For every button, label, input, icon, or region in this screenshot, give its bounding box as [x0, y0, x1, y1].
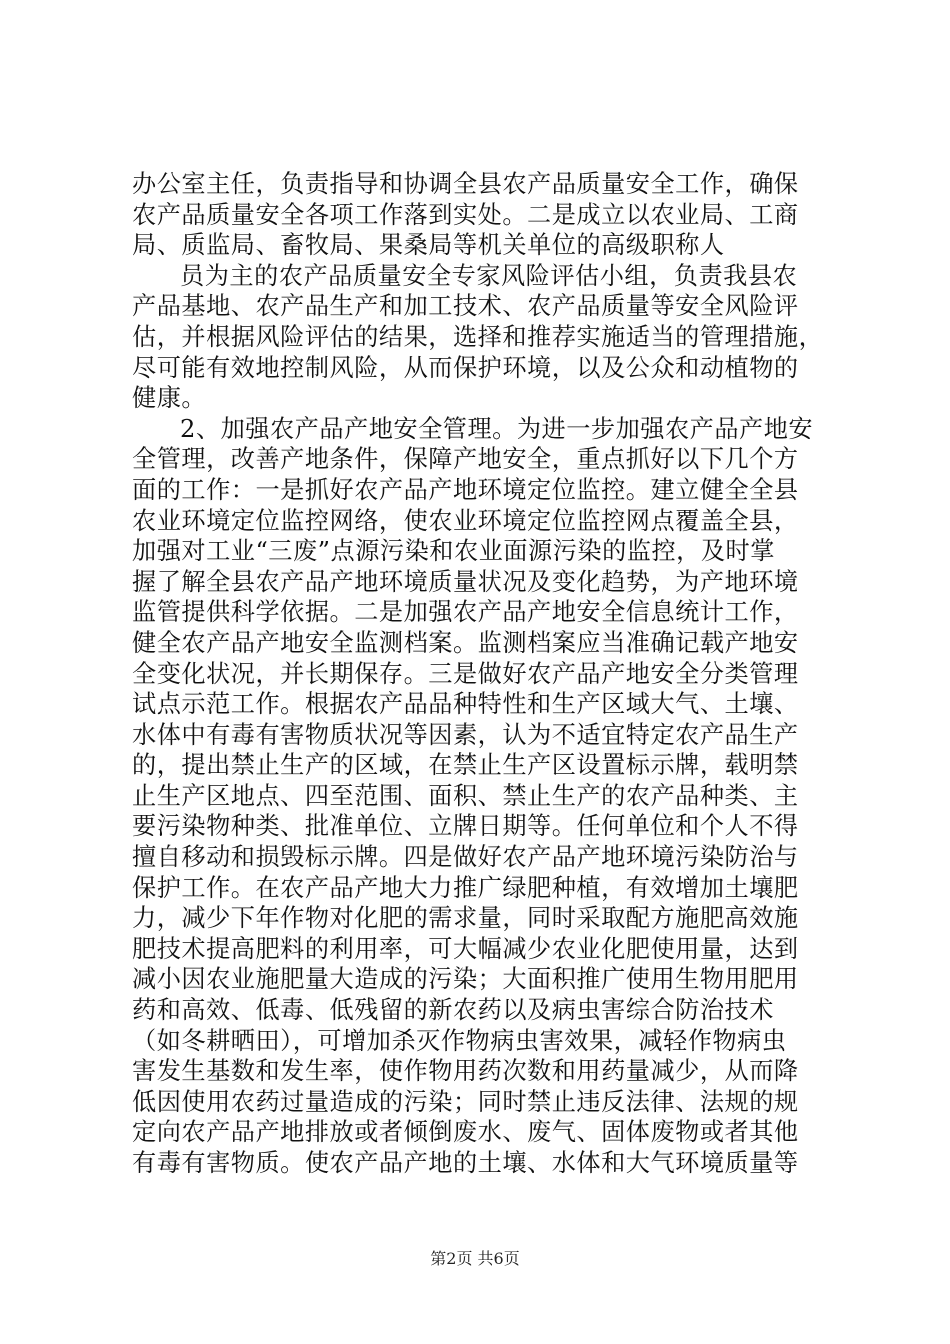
text-line: 局、质监局、畜牧局、果桑局等机关单位的高级职称人 [132, 231, 725, 260]
text-line: 估，并根据风险评估的结果，选择和推荐实施适当的管理措施， [132, 322, 824, 351]
text-line: 尽可能有效地控制风险，从而保护环境，以及公众和动植物的 [132, 353, 799, 382]
text-line: 面的工作：一是抓好农产品产地环境定位监控。建立健全全县 [132, 475, 799, 504]
text-line: 保护工作。在农产品产地大力推广绿肥种植，有效增加土壤肥 [132, 873, 799, 902]
text-line: （如冬耕晒田），可增加杀灭作物病虫害效果，减轻作物病虫 [132, 1026, 787, 1055]
text-line: 止生产区地点、四至范围、面积、禁止生产的农产品种类、主 [132, 781, 799, 810]
text-line: 定向农产品产地排放或者倾倒废水、废气、固体废物或者其他 [132, 1118, 799, 1147]
text-line: 有毒有害物质。使农产品产地的土壤、水体和大气环境质量等 [132, 1149, 799, 1177]
text-line: 农业环境定位监控网络，使农业环境定位监控网点覆盖全县， [132, 506, 799, 535]
text-line: 全变化状况，并长期保存。三是做好农产品产地安全分类管理 [132, 659, 799, 688]
text-line: 擅自移动和损毁标示牌。四是做好农产品产地环境污染防治与 [132, 843, 799, 872]
text-line: 试点示范工作。根据农产品品种特性和生产区域大气、土壤、 [132, 690, 799, 719]
text-line: 健康。 [132, 384, 207, 413]
text-line: 监管提供科学依据。二是加强农产品产地安全信息统计工作， [132, 598, 799, 627]
text-line: 要污染物种类、批准单位、立牌日期等。任何单位和个人不得 [132, 812, 799, 841]
text-line: 加强对工业“三废”点源污染和农业面源污染的监控，及时掌 [132, 537, 775, 566]
body-text [132, 169, 832, 1179]
text-line: 害发生基数和发生率，使作物用药次数和用药量减少，从而降 [132, 1057, 799, 1086]
paragraph-start-line: 员为主的农产品质量安全专家风险评估小组，负责我县农 [180, 261, 798, 290]
text-line: 低因使用农药过量造成的污染；同时禁止违反法律、法规的规 [132, 1087, 799, 1116]
paragraph-start-line: 2、加强农产品产地安全管理。为进一步加强农产品产地安 [180, 414, 814, 443]
text-line: 健全农产品产地安全监测档案。监测档案应当准确记载产地安 [132, 628, 799, 657]
text-line: 力，减少下年作物对化肥的需求量，同时采取配方施肥高效施 [132, 904, 799, 933]
text-line: 办公室主任，负责指导和协调全县农产品质量安全工作，确保 [132, 170, 799, 198]
text-line: 握了解全县农产品产地环境质量状况及变化趋势，为产地环境 [132, 567, 799, 596]
text-line: 肥技术提高肥料的利用率，可大幅减少农业化肥使用量，达到 [132, 934, 799, 963]
page-footer: 第2页 共6页 [430, 1249, 520, 1268]
text-line: 药和高效、低毒、低残留的新农药以及病虫害综合防治技术 [132, 996, 774, 1025]
text-line: 产品基地、农产品生产和加工技术、农产品质量等安全风险评 [132, 292, 799, 321]
text-line: 农产品质量安全各项工作落到实处。二是成立以农业局、工商 [132, 200, 799, 229]
text-line: 减小因农业施肥量大造成的污染；大面积推广使用生物用肥用 [132, 965, 799, 994]
text-line: 的，提出禁止生产的区域，在禁止生产区设置标示牌，载明禁 [132, 751, 799, 780]
text-line: 水体中有毒有害物质状况等因素，认为不适宜特定农产品生产 [132, 720, 799, 749]
text-line: 全管理，改善产地条件，保障产地安全，重点抓好以下几个方 [132, 445, 799, 474]
